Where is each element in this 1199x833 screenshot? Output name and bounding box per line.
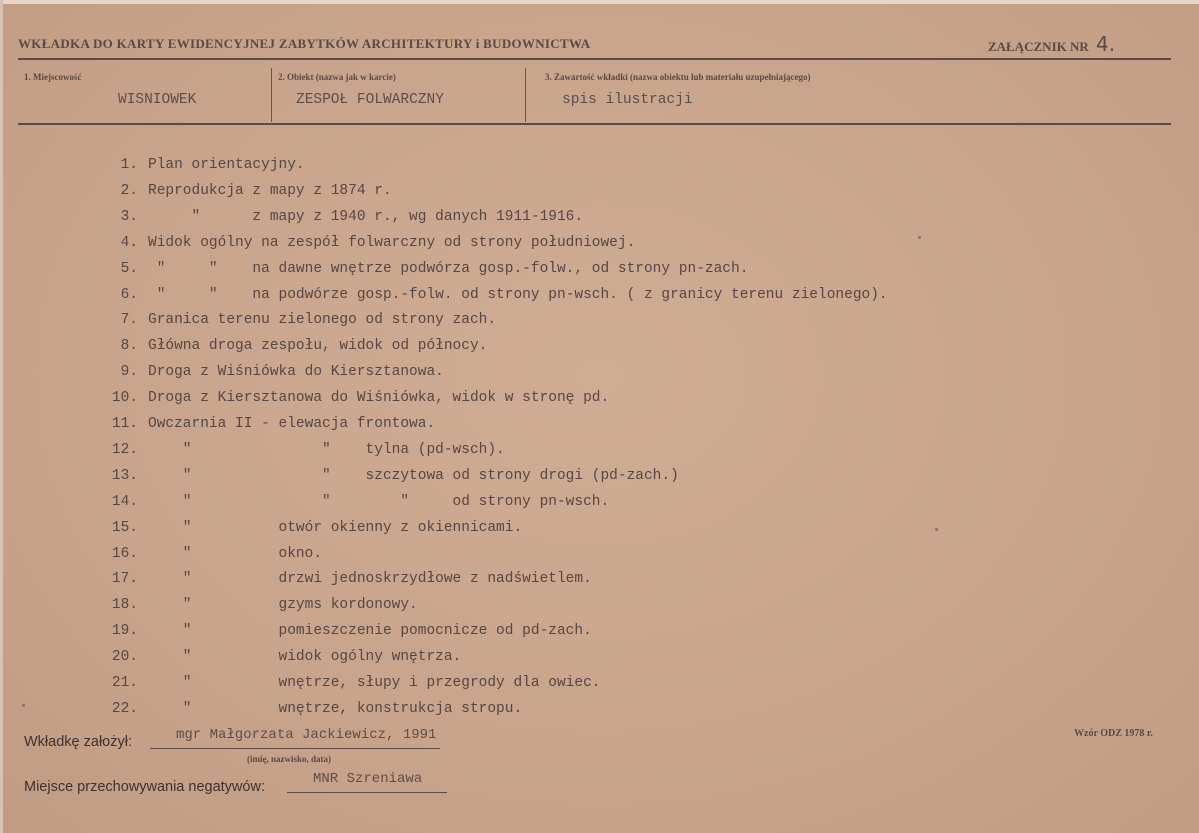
- list-item-text: Droga z Kiersztanowa do Wiśniówka, widok w stronę pd.: [148, 390, 610, 407]
- field-divider-2: [525, 68, 526, 122]
- list-item-text: Owczarnia II - elewacja frontowa.: [148, 416, 436, 432]
- storage-label: Miejsce przechowywania negatywów:: [24, 779, 265, 795]
- founder-hint: (imię, nazwisko, data): [247, 754, 331, 764]
- list-item-text: Widok ogólny na zespół folwarczny od strony południowej.: [148, 234, 636, 251]
- list-item-text: Główna droga zespołu, widok od północy.: [148, 338, 488, 355]
- list-item-text: " wnętrze, słupy i przegrody dla owiec.: [148, 675, 601, 691]
- list-item-number: 4.: [120, 234, 138, 251]
- object-value: ZESPOŁ FOLWARCZNY: [296, 92, 444, 108]
- list-item-number: 22.: [111, 700, 138, 717]
- list-item-number: 19.: [111, 623, 138, 640]
- list-item-text: " drzwi jednoskrzydłowe z nadświetlem.: [148, 571, 592, 588]
- list-item-text: Granica terenu zielonego od strony zach.: [148, 312, 497, 329]
- attachment-number: [988, 32, 1115, 56]
- paper-speck: [22, 704, 25, 707]
- list-item-number: 17.: [111, 571, 138, 588]
- list-item-number: 10.: [111, 390, 138, 407]
- object-label: 2. Obiekt (nazwa jak w karcie): [278, 72, 396, 82]
- founder-label: Wkładkę założył:: [24, 734, 132, 750]
- founder-underline: [150, 748, 440, 749]
- storage-underline: [287, 792, 447, 793]
- list-item-number: 13.: [111, 467, 138, 484]
- list-item-text: " gzyms kordonowy.: [148, 597, 418, 614]
- list-item-text: " " na dawne wnętrze podwórza gosp.-folw., od strony pn-zach.: [148, 260, 749, 277]
- list-item-text: " " tylna (pd-wsch).: [148, 441, 505, 458]
- list-item-text: Plan orientacyjny.: [148, 157, 305, 173]
- locality-label: 1. Miejscowość: [24, 72, 82, 82]
- header-rule-top: [18, 58, 1171, 60]
- list-item-number: 3.: [120, 208, 138, 225]
- attachment-label: ZAŁĄCZNIK NR: [988, 39, 1089, 54]
- content-value: spis ilustracji: [562, 92, 693, 108]
- form-code: Wzór ODZ 1978 r.: [1074, 728, 1153, 739]
- list-item-number: 5.: [120, 260, 138, 277]
- list-item-text: " " " od strony pn-wsch.: [148, 493, 610, 510]
- list-item-number: 7.: [120, 312, 138, 329]
- attachment-number-value: 4.: [1096, 32, 1116, 56]
- list-item-number: 14.: [111, 493, 138, 510]
- storage-value: MNR Szreniawa: [313, 771, 423, 787]
- list-item-text: " " szczytowa od strony drogi (pd-zach.): [148, 467, 679, 484]
- header-rule-bottom: [18, 123, 1171, 125]
- list-item-number: 12.: [111, 441, 138, 458]
- list-item-text: " widok ogólny wnętrza.: [148, 649, 462, 666]
- list-item-number: 8.: [120, 338, 138, 355]
- list-item-number: 21.: [111, 675, 138, 691]
- list-item-number: 1.: [120, 157, 138, 173]
- founder-value: mgr Małgorzata Jackiewicz, 1991: [176, 727, 437, 743]
- list-item-text: " z mapy z 1940 r., wg danych 1911-1916.: [148, 208, 584, 225]
- list-item-text: " " na podwórze gosp.-folw. od strony pn-wsch. ( z granicy terenu zielonego).: [148, 286, 888, 303]
- list-item-number: 2.: [120, 182, 138, 199]
- list-item-text: " pomieszczenie pomocnicze od pd-zach.: [148, 623, 592, 640]
- list-item-text: " okno.: [148, 545, 323, 562]
- list-item-number: 6.: [120, 286, 138, 303]
- field-divider-1: [271, 68, 272, 122]
- paper-speck: [935, 528, 938, 531]
- list-item-number: 11.: [111, 416, 138, 432]
- document-title: WKŁADKA DO KARTY EWIDENCYJNEJ ZABYTKÓW ARCHITEKTURY i BUDOWNICTWA: [18, 36, 591, 51]
- paper-speck: [918, 236, 921, 239]
- list-item-text: Reprodukcja z mapy z 1874 r.: [148, 182, 392, 199]
- paper-edge-top: [0, 0, 1199, 4]
- content-label: 3. Zawartość wkładki (nazwa obiektu lub materiału uzupełniającego): [545, 72, 811, 82]
- list-item-number: 16.: [111, 545, 138, 562]
- list-item-text: " wnętrze, konstrukcja stropu.: [148, 700, 523, 717]
- list-item-text: Droga z Wiśniówka do Kiersztanowa.: [148, 364, 444, 381]
- list-item-text: " otwór okienny z okiennicami.: [148, 519, 523, 536]
- list-item-number: 18.: [111, 597, 138, 614]
- list-item-number: 9.: [120, 364, 138, 381]
- locality-value: WISNIOWEK: [118, 92, 197, 108]
- paper-edge-left: [0, 0, 3, 833]
- list-item-number: 15.: [111, 519, 138, 536]
- list-item-number: 20.: [111, 649, 138, 666]
